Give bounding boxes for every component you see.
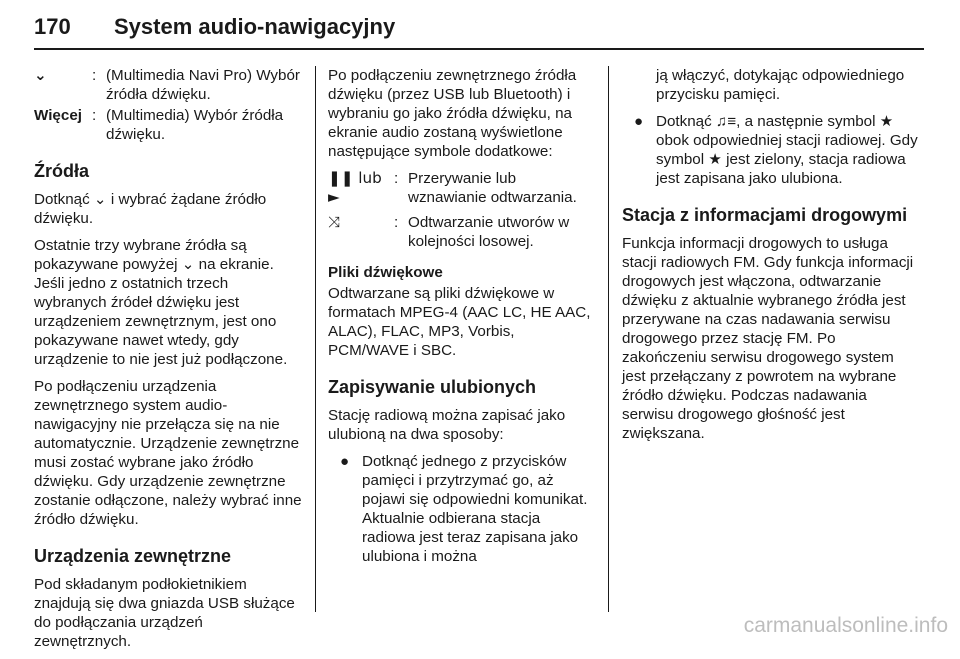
- paragraph: Ostatnie trzy wybrane źródła są pokazywane powyżej ⌄ na ekranie. Jeśli jedno z ostatnich trzech wybranych źródeł dźwięku jest urządzeniem zewnętrznym, jest ono pokazywane nawet wtedy, gdy urządzenie to nie jest już podłączone.: [34, 237, 288, 368]
- list-item: [328, 452, 596, 566]
- column-3: [622, 66, 918, 451]
- chevron-down-icon: ⌄: [34, 66, 47, 84]
- header-rule: [34, 48, 924, 50]
- page-header: [34, 6, 924, 48]
- heading-traffic-station: Stacja z informacjami drogowymi: [622, 205, 908, 225]
- definition-text: Przerywanie lub wznawianie odtwarzania.: [408, 170, 577, 206]
- definition-text: (Multimedia Navi Pro) Wybór źródła dźwięku.: [106, 67, 300, 103]
- column-2: [328, 66, 596, 574]
- paragraph: Po podłączeniu zewnętrznego źródła dźwięku (przez USB lub Bluetooth) i wybraniu go jako źródła dźwięku, na ekranie audio zostaną wyświetlone następujące symbole dodatkowe:: [328, 67, 577, 160]
- definition-play-pause: [328, 169, 596, 207]
- watermark: carmanualsonline.info: [743, 614, 948, 637]
- definition-separator: :: [394, 170, 399, 187]
- paragraph: Funkcja informacji drogowych to usługa stacji radiowych FM. Gdy funkcja informacji drogowych jest włączona, odtwarzanie dźwięku z aktualnie wybranego źródła jest przerywane na czas nadawania serwisu drogowego przez stację FM. Po zakończeniu serwisu drogowego system jest przełączany z powrotem na wybrane źródło dźwięku. Podczas nadawania serwisu drogowego głośność jest zwiększana.: [622, 235, 914, 442]
- play-pause-icon: ❚❚ lub ►: [328, 169, 382, 206]
- list-item-continued: [622, 66, 918, 104]
- definition-source-icon: [34, 66, 302, 104]
- definition-text: Odtwarzanie utworów w kolejności losowej.: [408, 214, 570, 250]
- bullet-icon: ●: [634, 113, 644, 130]
- page-title: System audio-nawigacyjny: [114, 14, 396, 39]
- column-divider-1: [315, 66, 316, 612]
- definition-separator: :: [92, 107, 97, 124]
- list-item-text: ją włączyć, dotykając odpowiedniego przycisku pamięci.: [656, 67, 905, 103]
- bullet-icon: ●: [340, 453, 350, 470]
- column-1: [34, 66, 302, 659]
- list-item: [622, 112, 918, 188]
- paragraph: Pod składanym podłokietnikiem znajdują się dwa gniazda USB służące do podłączania urządzeń zewnętrznych.: [34, 576, 295, 650]
- definition-separator: :: [92, 67, 97, 84]
- paragraph: Odtwarzane są pliki dźwiękowe w formatach MPEG-4 (AAC LC, HE AAC, ALAC), FLAC, MP3, Vorbis, PCM/WAVE i SBC.: [328, 285, 591, 359]
- column-divider-2: [608, 66, 609, 612]
- shuffle-icon: ⤨: [328, 213, 341, 231]
- heading-sources: Źródła: [34, 161, 90, 181]
- definition-term: Więcej: [34, 107, 82, 124]
- paragraph: Po podłączeniu urządzenia zewnętrznego system audio-nawigacyjny nie przełącza się na nie automatycznie. Urządzenie zewnętrzne musi zostać wybrane jako źródło dźwięku. Gdy urządzenie zewnętrzne zostanie odłączone, należy wybrać inne źródło dźwięku.: [34, 378, 302, 528]
- heading-audio-files: Pliki dźwiękowe: [328, 264, 443, 281]
- definition-separator: :: [394, 214, 399, 231]
- paragraph: Stację radiową można zapisać jako ulubioną na dwa sposoby:: [328, 407, 566, 443]
- heading-save-favourites: Zapisywanie ulubionych: [328, 377, 537, 397]
- definition-text: (Multimedia) Wybór źródła dźwięku.: [106, 107, 284, 143]
- definition-more: [34, 106, 302, 144]
- heading-external-devices: Urządzenia zewnętrzne: [34, 546, 232, 566]
- paragraph: Dotknąć ⌄ i wybrać żądane źródło dźwięku.: [34, 191, 267, 227]
- list-item-text: Dotknąć ♫≡, a następnie symbol ★ obok odpowiedniej stacji radiowej. Gdy symbol ★ jest zielony, stacja radiowa jest zapisana jako ulubiona.: [656, 113, 918, 187]
- page-number: 170: [34, 14, 71, 39]
- list-item-text: Dotknąć jednego z przycisków pamięci i przytrzymać go, aż pojawi się odpowiedni komunikat. Aktualnie odbierana stacja radiowa jest teraz zapisana jako ulubiona i można: [362, 453, 588, 565]
- definition-shuffle: [328, 213, 596, 251]
